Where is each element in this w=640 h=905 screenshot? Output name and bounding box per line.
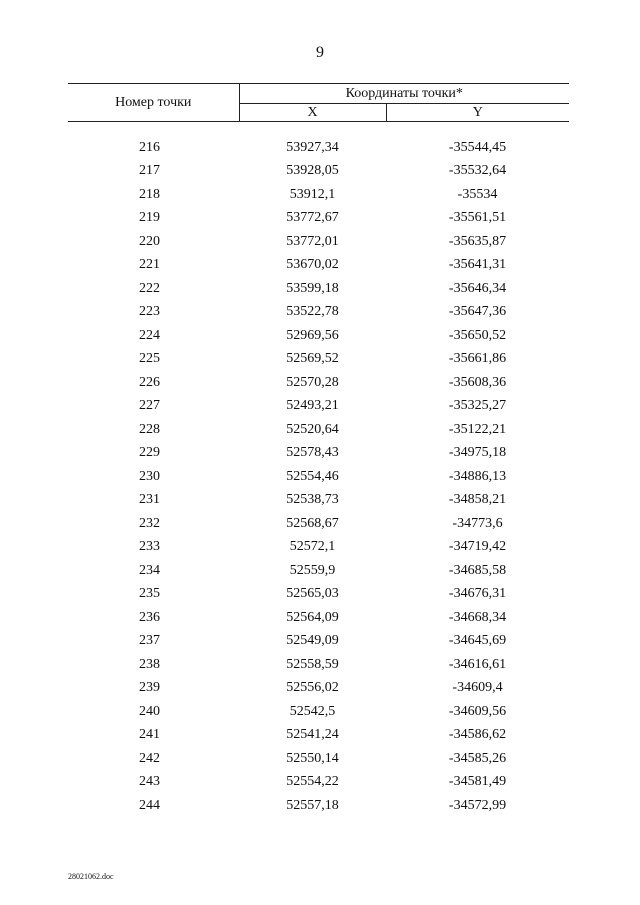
- coordinates-table: [68, 83, 569, 818]
- table-row: [68, 395, 569, 419]
- cell-y: -34668,34: [448, 609, 507, 625]
- cell-y: -35608,36: [448, 374, 507, 390]
- cell-y: -35534: [457, 186, 498, 202]
- cell-y: -34719,42: [448, 539, 507, 555]
- cell-point-number: 232: [139, 515, 160, 531]
- header-point-number: Номер точки: [68, 84, 239, 122]
- cell-y: -35661,86: [448, 351, 507, 367]
- table-row: [68, 418, 569, 442]
- cell-point-number: 224: [139, 327, 160, 343]
- table-row: [68, 771, 569, 795]
- cell-y: -35122,21: [448, 421, 507, 437]
- cell-point-number: 219: [139, 210, 160, 226]
- cell-point-number: 221: [139, 257, 160, 273]
- cell-x: 53670,02: [286, 257, 339, 273]
- cell-x: 52549,09: [286, 633, 339, 649]
- cell-x: 52565,03: [286, 586, 339, 602]
- cell-point-number: 237: [139, 633, 160, 649]
- cell-y: -35647,36: [448, 304, 507, 320]
- cell-y: -34609,56: [448, 703, 507, 719]
- cell-y: -34773,6: [452, 515, 503, 531]
- table-row: [68, 724, 569, 748]
- cell-x: 53522,78: [286, 304, 339, 320]
- cell-y: -34585,26: [448, 750, 507, 766]
- table-row: [68, 512, 569, 536]
- cell-x: 52578,43: [286, 445, 339, 461]
- cell-x: 52520,64: [286, 421, 339, 437]
- cell-y: -35650,52: [448, 327, 507, 343]
- table-row: [68, 136, 569, 160]
- cell-x: 52569,52: [286, 351, 339, 367]
- cell-y: -35561,51: [448, 210, 507, 226]
- cell-y: -34581,49: [448, 774, 507, 790]
- cell-point-number: 234: [139, 562, 160, 578]
- table-body: [68, 122, 569, 818]
- cell-x: 52542,5: [289, 703, 336, 719]
- cell-point-number: 223: [139, 304, 160, 320]
- table-row: [68, 794, 569, 818]
- header-x: X: [239, 104, 386, 122]
- cell-y: -35646,34: [448, 280, 507, 296]
- cell-x: 52558,59: [286, 656, 339, 672]
- cell-point-number: 217: [139, 163, 160, 179]
- cell-point-number: 230: [139, 468, 160, 484]
- cell-point-number: 226: [139, 374, 160, 390]
- table-row: [68, 442, 569, 466]
- cell-x: 52570,28: [286, 374, 339, 390]
- table-row: [68, 606, 569, 630]
- cell-point-number: 233: [139, 539, 160, 555]
- cell-point-number: 227: [139, 398, 160, 414]
- table-row: [68, 348, 569, 372]
- cell-x: 53772,67: [286, 210, 339, 226]
- cell-point-number: 241: [139, 727, 160, 743]
- cell-x: 52541,24: [286, 727, 339, 743]
- cell-y: -35641,31: [448, 257, 507, 273]
- cell-point-number: 240: [139, 703, 160, 719]
- table-row: [68, 324, 569, 348]
- cell-x: 53928,05: [286, 163, 339, 179]
- cell-y: -34645,69: [448, 633, 507, 649]
- cell-x: 52493,21: [286, 398, 339, 414]
- cell-y: -34685,58: [448, 562, 507, 578]
- cell-x: 52559,9: [289, 562, 336, 578]
- cell-x: 53772,01: [286, 233, 339, 249]
- cell-y: -34609,4: [452, 680, 503, 696]
- table-row: [68, 277, 569, 301]
- table-row: [68, 160, 569, 184]
- cell-y: -35544,45: [448, 139, 507, 155]
- cell-y: -34616,61: [448, 656, 507, 672]
- cell-x: 52556,02: [286, 680, 339, 696]
- cell-y: -34858,21: [448, 492, 507, 508]
- cell-x: 53912,1: [289, 186, 336, 202]
- cell-point-number: 216: [139, 139, 160, 155]
- table-row: [68, 630, 569, 654]
- table-row: [68, 536, 569, 560]
- cell-x: 53599,18: [286, 280, 339, 296]
- cell-point-number: 236: [139, 609, 160, 625]
- table-row: [68, 700, 569, 724]
- cell-y: -35635,87: [448, 233, 507, 249]
- cell-y: -34975,18: [448, 445, 507, 461]
- cell-point-number: 225: [139, 351, 160, 367]
- cell-x: 52568,67: [286, 515, 339, 531]
- table-row: [68, 677, 569, 701]
- table-row: [68, 371, 569, 395]
- table-row: [68, 207, 569, 231]
- table-row: [68, 465, 569, 489]
- cell-point-number: 242: [139, 750, 160, 766]
- cell-y: -35532,64: [448, 163, 507, 179]
- footer-filename: 28021062.doc: [68, 872, 114, 881]
- cell-x: 52550,14: [286, 750, 339, 766]
- cell-point-number: 244: [139, 797, 160, 813]
- cell-x: 52554,22: [286, 774, 339, 790]
- cell-y: -34572,99: [448, 797, 507, 813]
- cell-x: 52572,1: [289, 539, 336, 555]
- cell-x: 52538,73: [286, 492, 339, 508]
- cell-point-number: 229: [139, 445, 160, 461]
- cell-y: -34586,62: [448, 727, 507, 743]
- cell-x: 52557,18: [286, 797, 339, 813]
- cell-y: -34886,13: [448, 468, 507, 484]
- table-row: [68, 653, 569, 677]
- cell-point-number: 238: [139, 656, 160, 672]
- cell-point-number: 239: [139, 680, 160, 696]
- cell-point-number: 222: [139, 280, 160, 296]
- cell-y: -35325,27: [448, 398, 507, 414]
- table-header: [68, 84, 569, 122]
- cell-x: 52564,09: [286, 609, 339, 625]
- table-spacer: [68, 122, 569, 137]
- cell-x: 52969,56: [286, 327, 339, 343]
- header-y: Y: [386, 104, 569, 122]
- cell-point-number: 235: [139, 586, 160, 602]
- table-row: [68, 254, 569, 278]
- table-row: [68, 583, 569, 607]
- cell-x: 53927,34: [286, 139, 339, 155]
- cell-y: -34676,31: [448, 586, 507, 602]
- table-row: [68, 747, 569, 771]
- table-row: [68, 559, 569, 583]
- table-row: [68, 183, 569, 207]
- table-row: [68, 489, 569, 513]
- cell-point-number: 243: [139, 774, 160, 790]
- cell-point-number: 218: [139, 186, 160, 202]
- cell-point-number: 220: [139, 233, 160, 249]
- cell-point-number: 228: [139, 421, 160, 437]
- table-row: [68, 301, 569, 325]
- cell-point-number: 231: [139, 492, 160, 508]
- page-number: 9: [316, 44, 324, 61]
- cell-x: 52554,46: [286, 468, 339, 484]
- table-row: [68, 230, 569, 254]
- header-coordinates: Координаты точки*: [239, 84, 569, 104]
